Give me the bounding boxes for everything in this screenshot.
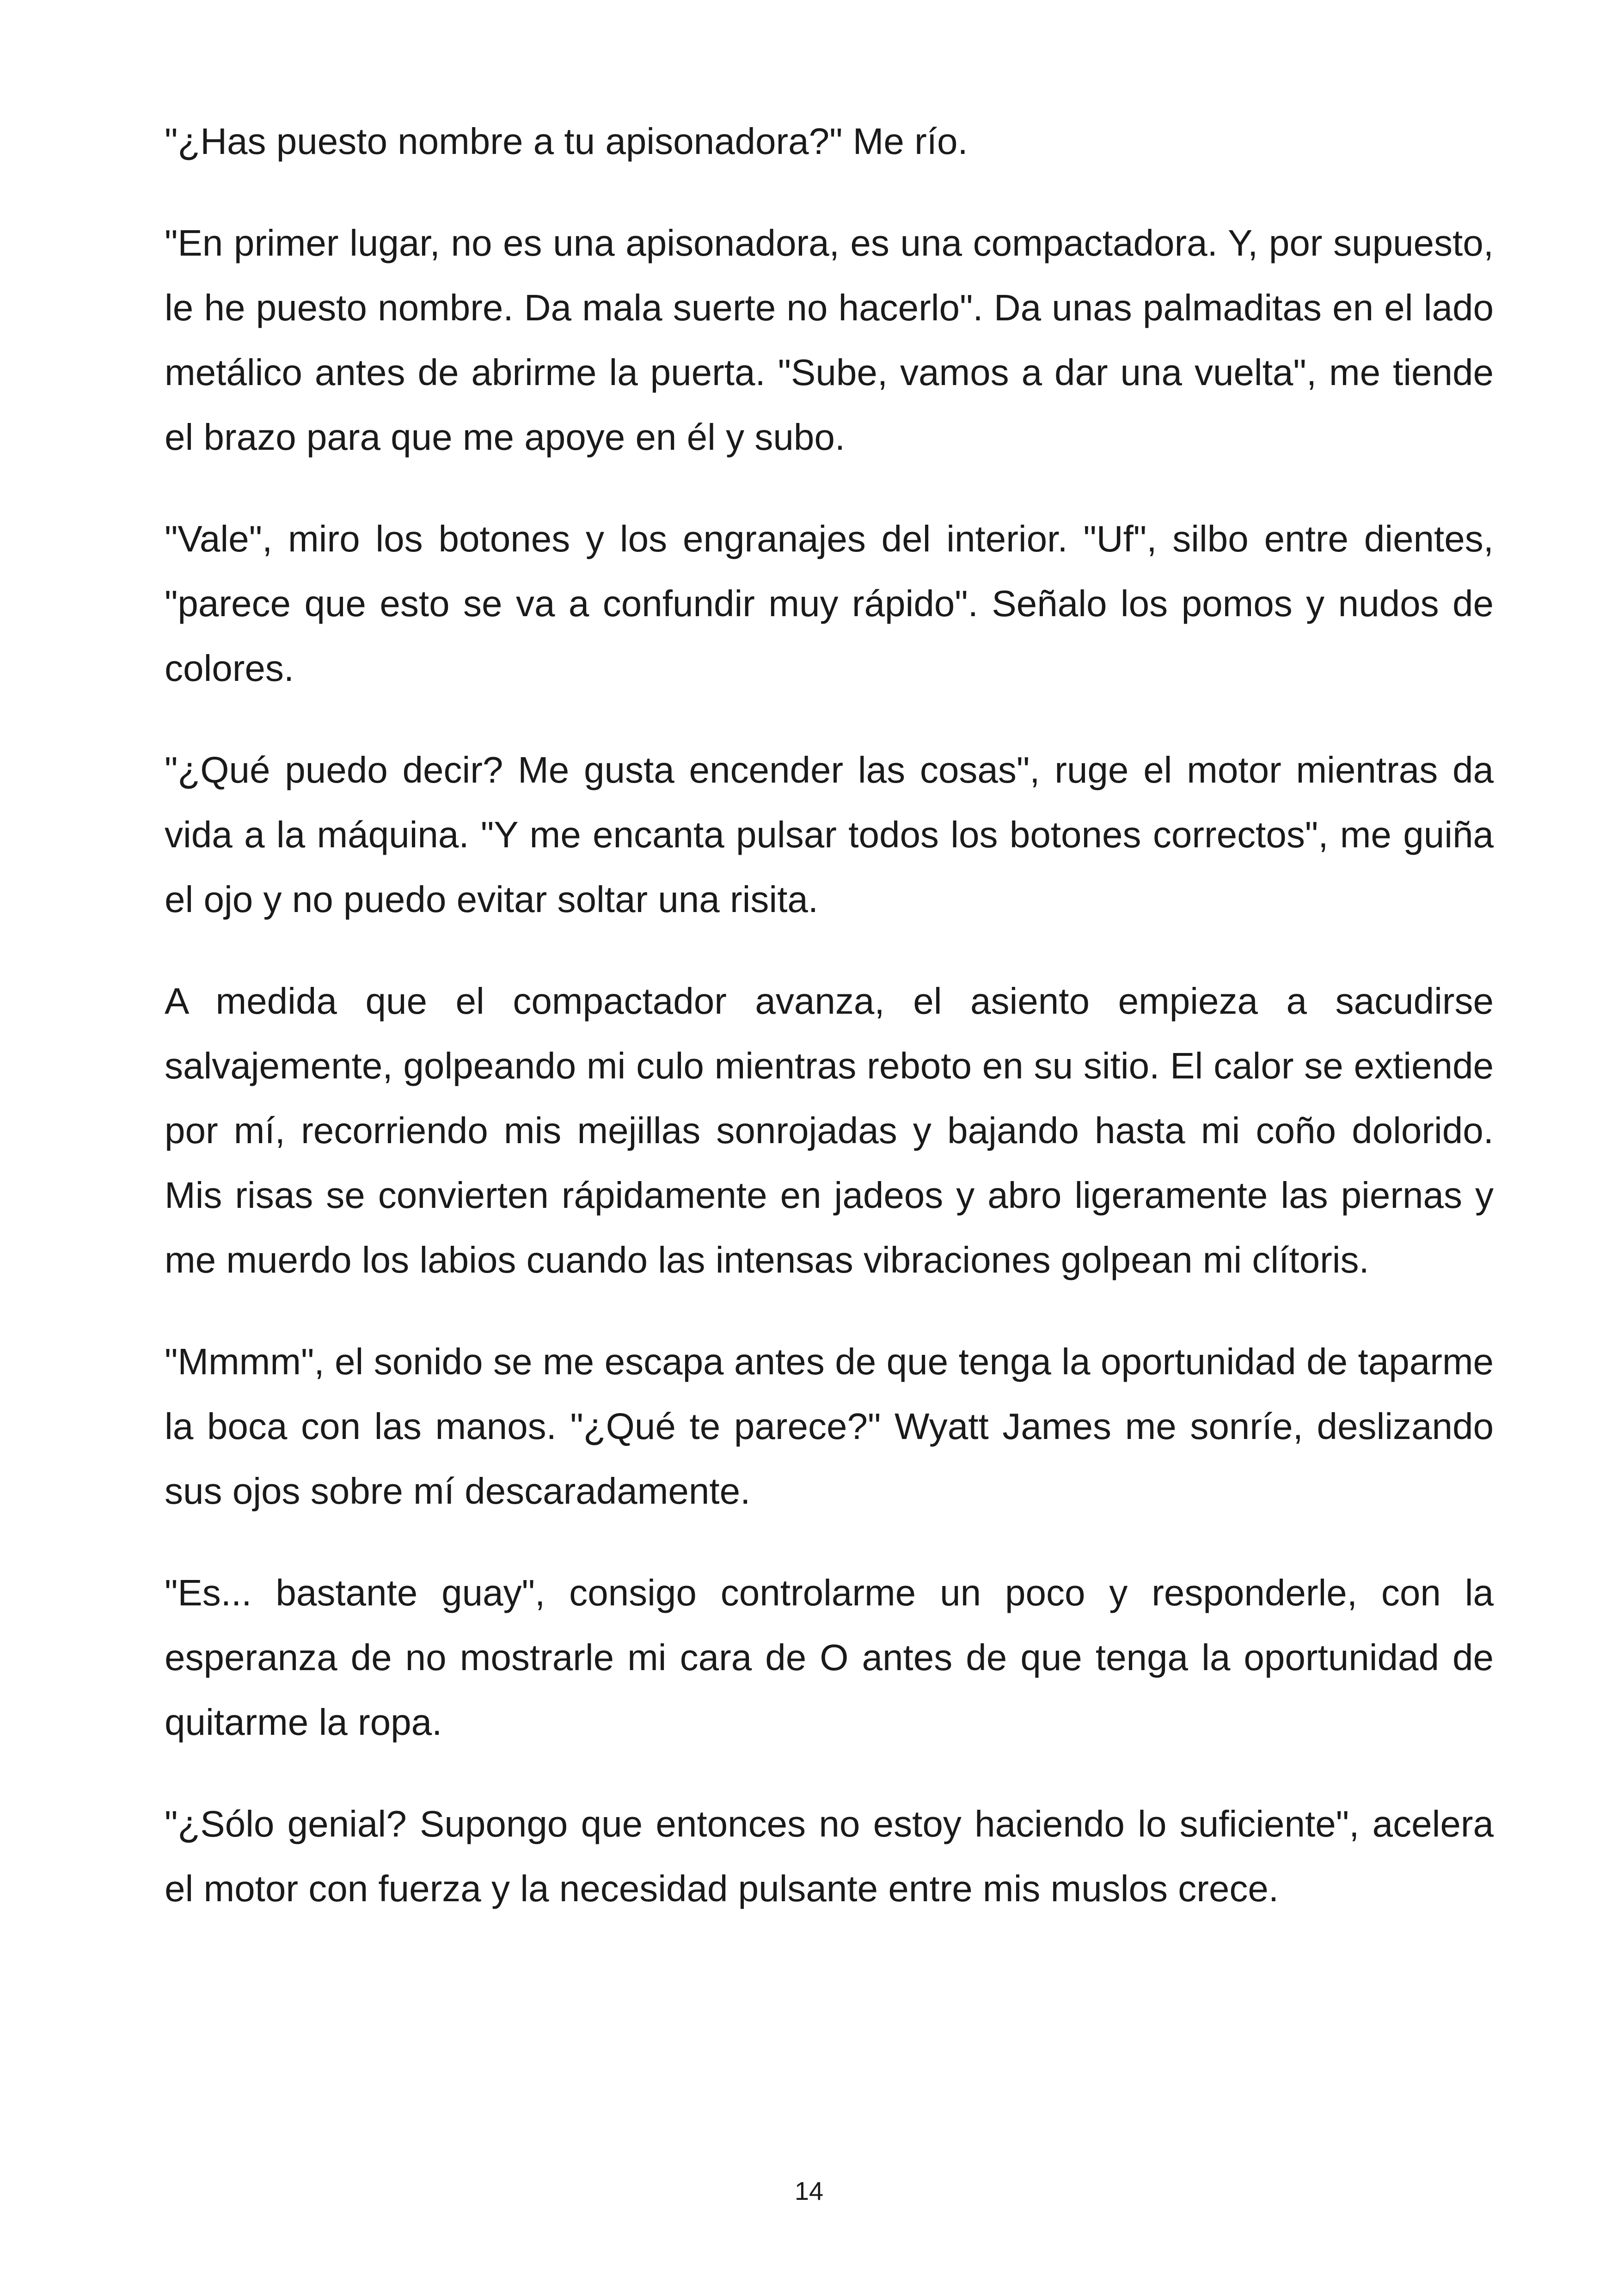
paragraph: "¿Sólo genial? Supongo que entonces no estoy haciendo lo suficiente", acelera el motor con fuerza y la necesidad pulsante entre mis muslos crece. [165,1803,1494,1909]
paragraph: "¿Has puesto nombre a tu apisonadora?" Me río. [165,121,968,162]
paragraph: "Mmmm", el sonido se me escapa antes de que tenga la oportunidad de taparme la boca con las manos. "¿Qué te parece?" Wyatt James me sonríe, deslizando sus ojos sobre mí descaradamente. [165,1341,1494,1512]
paragraph: A medida que el compactador avanza, el asiento empieza a sacudirse salvajemente, golpeando mi culo mientras reboto en su sitio. El calor se extiende por mí, recorriendo mis mejillas sonrojadas y bajando hasta mi coño dolorido. Mis risas se convierten rápidamente en jadeos y abro ligeramente las piernas y me muerdo los labios cuando las intensas vibraciones golpean mi clítoris. [165,980,1494,1280]
paragraph: "¿Qué puedo decir? Me gusta encender las cosas", ruge el motor mientras da vida a la máquina. "Y me encanta pulsar todos los botones correctos", me guiña el ojo y no puedo evitar soltar una risita. [165,749,1494,920]
body-text [165,109,1494,1958]
paragraph: "En primer lugar, no es una apisonadora, es una compactadora. Y, por supuesto, le he puesto nombre. Da mala suerte no hacerlo". Da unas palmaditas en el lado metálico antes de abrirme la puerta. "Sube, vamos a dar una vuelta", me tiende el brazo para que me apoye en él y subo. [165,222,1494,458]
paragraph: "Vale", miro los botones y los engranajes del interior. "Uf", silbo entre dientes, "parece que esto se va a confundir muy rápido". Señalo los pomos y nudos de colores. [165,518,1494,689]
paragraph: "Es... bastante guay", consigo controlarme un poco y responderle, con la esperanza de no mostrarle mi cara de O antes de que tenga la oportunidad de quitarme la ropa. [165,1572,1494,1743]
page-number: 14 [794,2176,824,2205]
